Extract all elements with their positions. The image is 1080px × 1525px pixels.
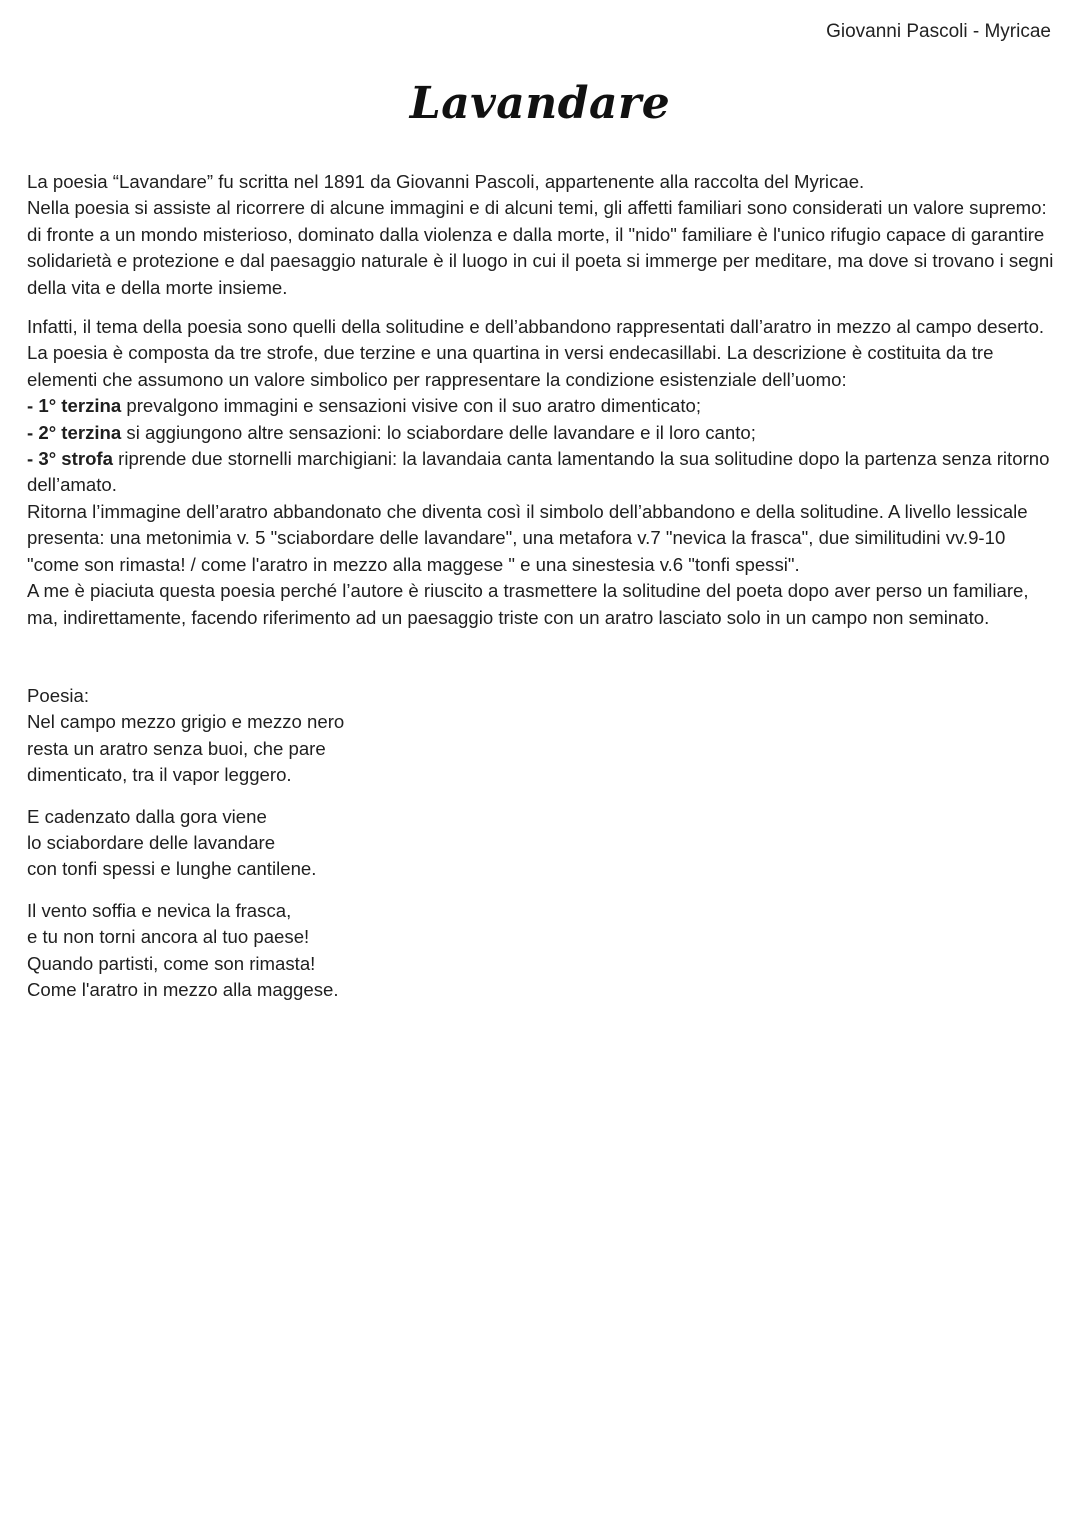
- poem-verse: Come l'aratro in mezzo alla maggese.: [27, 979, 339, 1001]
- paragraph-spacer: [27, 301, 1057, 314]
- page-title: Lavandare: [409, 78, 671, 129]
- poem-verse: con tonfi spessi e lunghe cantilene.: [27, 858, 317, 880]
- poem-label: Poesia:: [27, 685, 90, 706]
- paragraph-intro-date: La poesia “Lavandare” fu scritta nel 1891 da Giovanni Pascoli, appartenente alla raccolta del Myricae.: [27, 171, 865, 192]
- stanza-spacer: [27, 789, 627, 804]
- poem-verse: e tu non torni ancora al tuo paese!: [27, 926, 310, 948]
- poem-verse: Nel campo mezzo grigio e mezzo nero: [27, 711, 345, 733]
- poem-verse: Quando partisti, come son rimasta!: [27, 952, 316, 974]
- list-item-text: prevalgono immagini e sensazioni visive con il suo aratro dimenticato;: [121, 395, 702, 417]
- list-item-label: - 2° terzina: [27, 421, 122, 443]
- paragraph-opinion: A me è piaciuta questa poesia perché l’autore è riuscito a trasmettere la solitudine del poeta dopo aver perso un familiare, ma, indirettamente, facendo riferimento ad un paesaggio triste con un aratro lasciato solo in un campo non seminato.: [27, 580, 1029, 628]
- list-item-text: si aggiungono altre sensazioni: lo sciabordare delle lavandare e il loro canto;: [121, 421, 756, 443]
- list-item-label: - 3° strofa: [27, 448, 113, 470]
- poem-verse: E cadenzato dalla gora viene: [27, 805, 267, 827]
- list-item-label: - 1° terzina: [27, 395, 122, 417]
- list-item-text: riprende due stornelli marchigiani: la lavandaia canta lamentando la sua solitudine dopo la partenza senza ritorno dell’amato.: [27, 448, 1050, 496]
- list-item-second-tercet: [27, 420, 1057, 446]
- poem-stanza-2: [27, 804, 627, 883]
- paragraph-figures-of-speech: Ritorna l’immagine dell’aratro abbandonato che diventa così il simbolo dell’abbandono e della solitudine. A livello lessicale presenta: una metonimia v. 5 "sciabordare delle lavandare", una metafora v.7 "nevica la frasca", due similitudini vv.9-10 "come son rimasta! / come l'aratro in mezzo alla maggese " e una sinestesia v.6 "tonfi spessi".: [27, 500, 1028, 575]
- poem-stanza-3: [27, 898, 627, 1004]
- poem-verse: dimenticato, tra il vapor leggero.: [27, 764, 292, 786]
- poem-section: [27, 683, 627, 1003]
- list-item-third-stanza: [27, 446, 1057, 499]
- poem-verse: lo sciabordare delle lavandare: [27, 832, 276, 854]
- paragraph-themes: Nella poesia si assiste al ricorrere di alcune immagini e di alcuni temi, gli affetti familiari sono considerati un valore supremo: di fronte a un mondo misterioso, dominato dalla violenza e dalla morte, il "nido" familiare è l'unico rifugio capace di garantire solidarietà e protezione e dal paesaggio naturale è il luogo in cui il poeta si immerge per meditare, ma dove si trovano i segni della vita e della morte insieme.: [27, 197, 1054, 298]
- essay-body: [27, 169, 1057, 631]
- poem-stanza-1: [27, 709, 627, 788]
- paragraph-structure: Infatti, il tema della poesia sono quelli della solitudine e dell’abbandono rappresentati dall’aratro in mezzo al campo deserto. La poesia è composta da tre strofe, due terzine e una quartina in versi endecasillabi. La descrizione è costituita da tre elementi che assumono un valore simbolico per rappresentare la condizione esistenziale dell’uomo:: [27, 316, 1045, 390]
- poem-verse: Il vento soffia e nevica la frasca,: [27, 899, 292, 921]
- poem-verse: resta un aratro senza buoi, che pare: [27, 737, 326, 759]
- running-header: Giovanni Pascoli - Myricae: [826, 21, 1051, 42]
- stanza-spacer: [27, 883, 627, 898]
- list-item-first-tercet: [27, 393, 1057, 419]
